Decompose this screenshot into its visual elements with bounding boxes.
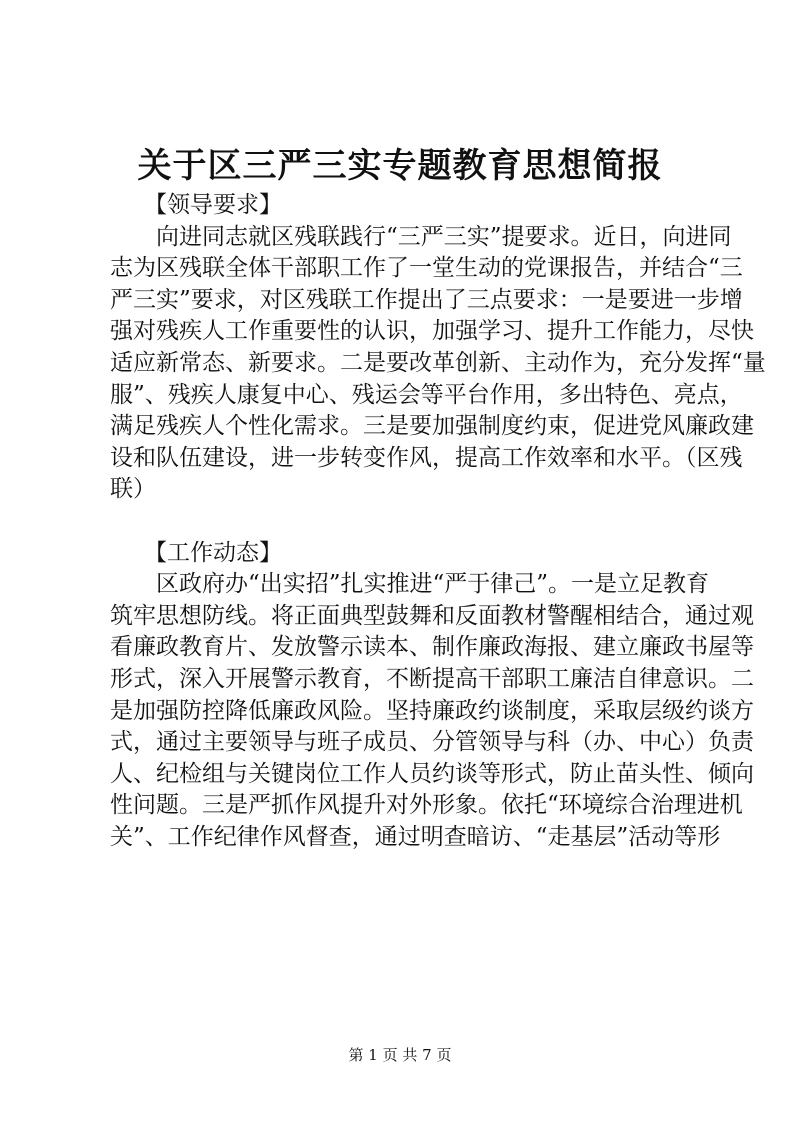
section-gap xyxy=(110,506,690,538)
paragraph-line: 服”、残疾人康复中心、残运会等平台作用，多出特色、亮点， xyxy=(110,381,743,408)
paragraph-line: 严三实”要求，对区残联工作提出了三点要求：一是要进一步增 xyxy=(110,286,743,313)
document-title: 关于区三严三实专题教育思想简报 xyxy=(137,146,663,186)
paragraph-line: 性问题。三是严抓作风提升对外形象。依托“环境综合治理进机 xyxy=(110,792,743,819)
paragraph-line: 区政府办“出实招”扎实推进“严于律己”。一是立足教育 xyxy=(110,571,710,598)
section-heading-work-updates: 【工作动态】 xyxy=(144,539,282,566)
page-number-footer: 第 1 页 共 7 页 xyxy=(348,1046,452,1064)
paragraph-line: 向进同志就区残联践行“三严三实”提要求。近日，向进同 xyxy=(110,223,732,250)
paragraph-line: 是加强防控降低廉政风险。坚持廉政约谈制度，采取层级约谈方 xyxy=(110,697,754,724)
paragraph-line: 人、纪检组与关键岗位工作人员约谈等形式，防止苗头性、倾向 xyxy=(110,760,754,787)
paragraph-line: 形式，深入开展警示教育，不断提高干部职工廉洁自律意识。二 xyxy=(110,665,754,692)
paragraph-line: 志为区残联全体干部职工作了一堂生动的党课报告，并结合“三 xyxy=(110,255,743,282)
paragraph-line: 式，通过主要领导与班子成员、分管领导与科（办、中心）负责 xyxy=(110,729,754,756)
paragraph-line: 满足残疾人个性化需求。三是要加强制度约束，促进党风廉政建 xyxy=(110,413,754,440)
paragraph-line: 关”、工作纪律作风督查，通过明查暗访、“走基层”活动等形 xyxy=(110,823,721,850)
section-heading-leadership: 【领导要求】 xyxy=(144,192,282,218)
document-body xyxy=(110,190,766,853)
paragraph-line: 适应新常态、新要求。二是要改革创新、主动作为，充分发挥“量 xyxy=(110,349,766,376)
paragraph-line: 设和队伍建设，进一步转变作风，提高工作效率和水平。（区残 xyxy=(110,444,743,471)
paragraph-line: 筑牢思想防线。将正面典型鼓舞和反面教材警醒相结合，通过观 xyxy=(110,602,754,629)
paragraph-line: 联） xyxy=(110,476,156,503)
paragraph-line: 强对残疾人工作重要性的认识，加强学习、提升工作能力，尽快 xyxy=(110,318,754,345)
paragraph-line: 看廉政教育片、发放警示读本、制作廉政海报、建立廉政书屋等 xyxy=(110,634,754,661)
